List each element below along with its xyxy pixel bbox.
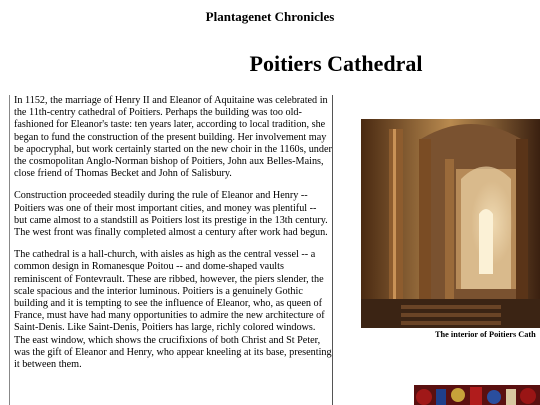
article-body bbox=[9, 95, 333, 405]
page-title: Poitiers Cathedral bbox=[249, 51, 423, 76]
article-paragraph: The cathedral is a hall-church, with aisles as high as the central vessel -- a common design in Romanesque Poitou -- and dome-shaped vaults reminiscent of Fontevrault. These are ribbed, however, the piers slender, the scale spacious and the interior luminous. Poitiers is a genuinely Gothic building and it is tempting to see the influence of Eleanor, who, as queen of France, must have had many opportunities to admire the new architecture of Saint-Denis. Like Saint-Denis, Poitiers has large, richly colored windows. The east window, which shows the crucifixions of both Christ and St Peter, was the gift of Eleanor and Henry, who appear kneeling at its base, presenting it between them. bbox=[14, 249, 332, 371]
stained-glass-window-photo bbox=[414, 385, 540, 405]
site-title: Plantagenet Chronicles bbox=[205, 9, 335, 24]
article-paragraph: Construction proceeded steadily during the rule of Eleanor and Henry -- Poitiers was one of their most important cities, and money was plentiful -- but came almost to a standstill as Poitiers lost its prestige in the 13th century. The west front was finally completed almost a century after work had begun. bbox=[14, 190, 328, 239]
column-rule bbox=[9, 95, 10, 405]
figure-caption: The interior of Poitiers Cath bbox=[435, 330, 536, 339]
cathedral-interior-photo bbox=[361, 119, 540, 328]
article-paragraph: In 1152, the marriage of Henry II and Eleanor of Aquitaine was celebrated in the 11th-centry cathedral of Poitiers. Perhaps the building was too old-fashioned for Eleanor's taste: ten years later, according to local tradition, she began to fund the construction of the present building. Her involvement may be apocryphal, but work certainly started on the new choir in the 1160s, under the cosmopolitan Anglo-Norman bishop of Poitiers, John aux Belles-Mains, close friend of Thomas Becket and John of Salisbury. bbox=[14, 95, 332, 180]
